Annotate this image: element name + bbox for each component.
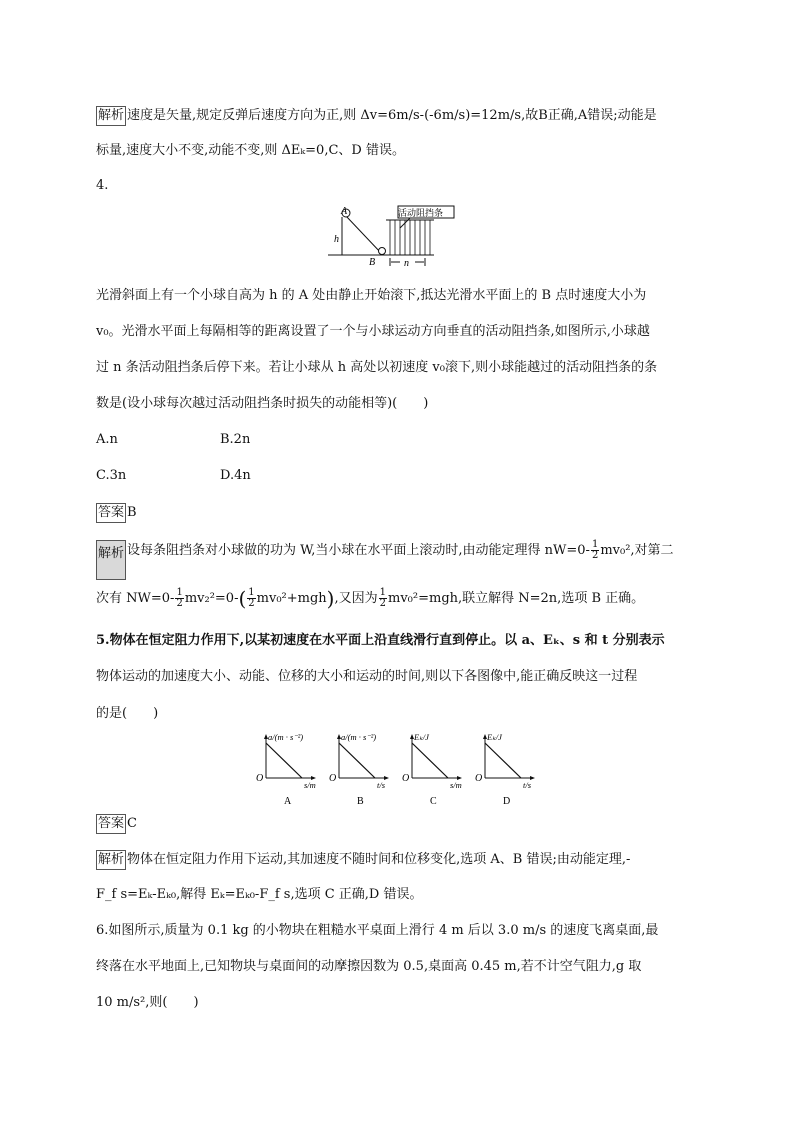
q5-analysis-line1: 解析 物体在恒定阻力作用下运动,其加速度不随时间和位移变化,选项 A、B 错误;由动能定理,-: [96, 850, 630, 870]
q4-analysis-line1: 解析 设每条阻挡条对小球做的功为 W,当小球在水平面上滚动时,由动能定理得 nW=0- $\frac{1}{2}$ mv₀²,对第二: [96, 540, 674, 580]
label-n: n: [404, 258, 409, 269]
graph-letter: D: [503, 796, 511, 807]
graph-origin: O: [329, 773, 337, 784]
q4-number: 4.: [96, 178, 109, 193]
option-b: B.2n: [220, 432, 251, 447]
label-B: B: [369, 257, 376, 268]
graph-line: [266, 743, 302, 778]
q3-analysis-line2: 标量,速度大小不变,动能不变,则 ΔEₖ=0,C、D 错误。: [96, 143, 405, 158]
label-strip: 活动阻挡条: [398, 208, 444, 218]
q5-analysis-line2: F_f s=Eₖ-Eₖ₀,解得 Eₖ=Eₖ₀-F_f s,选项 C 正确,D 错误。: [96, 887, 423, 902]
q4-analysis-line2: 次有 NW=0- $\frac{1}{2}$ mv₂²=0-( $\frac{1}{2}$ mv₀²+mgh),又因为 $\frac{1}{2}$ mv₀²=mgh,联立解得 N=2n,选项 B 正确。: [96, 586, 645, 611]
graph-letter: C: [430, 796, 437, 807]
q5-line3: 的是( ): [96, 706, 159, 721]
q5-line2: 物体运动的加速度大小、动能、位移的大小和运动的时间,则以下各图像中,能正确反映这一过程: [96, 669, 638, 684]
graph-xlabel: t/s: [523, 780, 532, 790]
fraction: $\frac{1}{2}$: [176, 587, 183, 609]
fraction: $\frac{1}{2}$: [379, 587, 386, 609]
option-c: C.3n: [96, 468, 127, 483]
answer-tag: 答案: [96, 503, 126, 523]
q5-answer: 答案 C: [96, 814, 137, 834]
option-d: D.4n: [220, 468, 251, 483]
q4-stem-line2: v₀。光滑水平面上每隔相等的距离设置了一个与小球运动方向垂直的活动阻挡条,如图所示,小球越: [96, 324, 650, 339]
option-a: A.n: [96, 432, 118, 447]
fraction: $\frac{1}{2}$: [248, 587, 255, 609]
graph-xlabel: s/m: [304, 780, 316, 790]
analysis-tag: 解析: [96, 850, 126, 870]
label-A: A: [341, 206, 348, 217]
q5-graphs: [254, 730, 554, 806]
graph-letter: A: [284, 796, 292, 807]
q4-figure: [328, 202, 444, 278]
answer-tag: 答案: [96, 814, 126, 834]
q6-line1: 6.如图所示,质量为 0.1 kg 的小物块在粗糙水平桌面上滑行 4 m 后以 3.0 m/s 的速度飞离桌面,最: [96, 923, 659, 938]
q5-line1: 5.物体在恒定阻力作用下,以某初速度在水平面上沿直线滑行直到停止。以 a、Eₖ、s 和 t 分别表示: [96, 633, 665, 648]
q6-line2: 终落在水平地面上,已知物块与桌面间的动摩擦因数为 0.5,桌面高 0.45 m,若不计空气阻力,g 取: [96, 959, 642, 974]
graph-origin: O: [256, 773, 264, 784]
q3-analysis-line1: 解析 速度是矢量,规定反弹后速度方向为正,则 Δv=6m/s-(-6m/s)=12m/s,故B正确,A错误;动能是: [96, 106, 657, 126]
graph-ylabel: a/(m · s⁻²): [268, 732, 304, 742]
analysis-tag: 解析: [96, 106, 126, 126]
graph-letter: B: [357, 796, 364, 807]
graph-xlabel: t/s: [377, 780, 386, 790]
q4-stem-line4: 数是(设小球每次越过活动阻挡条时损失的动能相等)( ): [96, 396, 429, 411]
graph-ylabel: Eₖ/J: [414, 732, 429, 742]
analysis-tag: 解析: [96, 540, 126, 580]
graph-origin: O: [402, 773, 410, 784]
graph-ylabel: Eₖ/J: [487, 732, 502, 742]
graph-line: [339, 743, 375, 778]
fraction: $\frac{1}{2}$: [591, 539, 599, 561]
graph-xlabel: s/m: [450, 780, 462, 790]
graph-origin: O: [475, 773, 483, 784]
graph-ylabel: a/(m · s⁻²): [341, 732, 377, 742]
label-h: h: [334, 234, 339, 245]
graph-line: [485, 743, 521, 778]
graph-line: [412, 743, 448, 778]
q4-stem-line3: 过 n 条活动阻挡条后停下来。若让小球从 h 高处以初速度 v₀滚下,则小球能越过的活动阻挡条的条: [96, 360, 658, 375]
q4-answer: 答案 B: [96, 503, 137, 523]
q6-line3: 10 m/s²,则( ): [96, 995, 199, 1010]
q4-stem-line1: 光滑斜面上有一个小球自高为 h 的 A 处由静止开始滚下,抵达光滑水平面上的 B 点时速度大小为: [96, 288, 647, 303]
